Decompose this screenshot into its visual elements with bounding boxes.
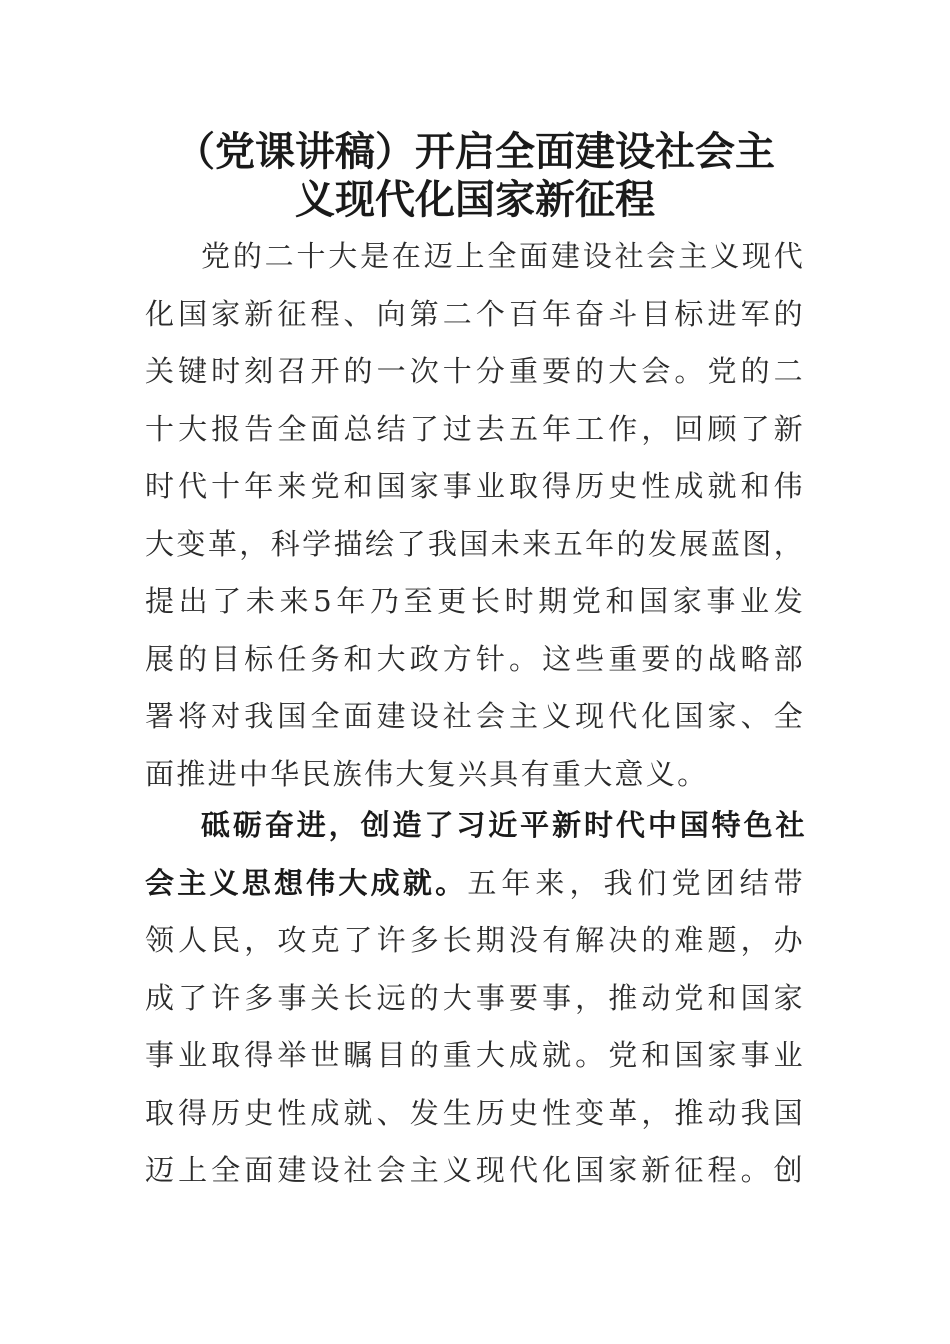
paragraph-line: 时代十年来党和国家事业取得历史性成就和伟 [145,469,805,503]
paragraph-intro [145,228,805,803]
document-title [145,128,805,224]
paragraph-line: 十大报告全面总结了过去五年工作，回顾了新 [145,411,805,446]
paragraph-line: 展的目标任务和大政方针。这些重要的战略部 [145,641,805,676]
paragraph-achievements [145,797,805,1200]
paragraph-line: 党的二十大是在迈上全面建设社会主义现代 [201,239,805,273]
paragraph-line [145,797,805,855]
paragraph-line: 大变革，科学描绘了我国未来五年的发展蓝图， [145,526,805,561]
paragraph-line: 取得历史性成就、发生历史性变革，推动我国 [145,1095,805,1130]
section-heading: 会主义思想伟大成就。 [145,865,468,900]
paragraph-text: 五年来，我们党团结带 [467,865,805,900]
paragraph-line: 化国家新征程、向第二个百年奋斗目标进军的 [145,296,805,331]
title-line: 义现代化国家新征程 [295,177,655,223]
paragraph-line: 提出了未来5年乃至更长时期党和国家事业发 [145,584,805,618]
paragraph-line: 署将对我国全面建设社会主义现代化国家、全 [145,699,805,733]
paragraph-line: 迈上全面建设社会主义现代化国家新征程。创 [145,1153,805,1187]
section-heading: 砥砺奋进，创造了习近平新时代中国特色社 [201,808,805,842]
paragraph-line: 领人民，攻克了许多长期没有解决的难题，办 [145,923,805,957]
paragraph-line [145,855,805,913]
paragraph-line: 面推进中华民族伟大复兴具有重大意义。 [145,756,709,791]
paragraph-line: 成了许多事关长远的大事要事，推动党和国家 [145,980,805,1015]
paragraph-line: 关键时刻召开的一次十分重要的大会。党的二 [145,354,805,388]
paragraph-line: 事业取得举世瞩目的重大成就。党和国家事业 [145,1038,805,1072]
title-line: （党课讲稿）开启全面建设社会主 [175,129,775,175]
